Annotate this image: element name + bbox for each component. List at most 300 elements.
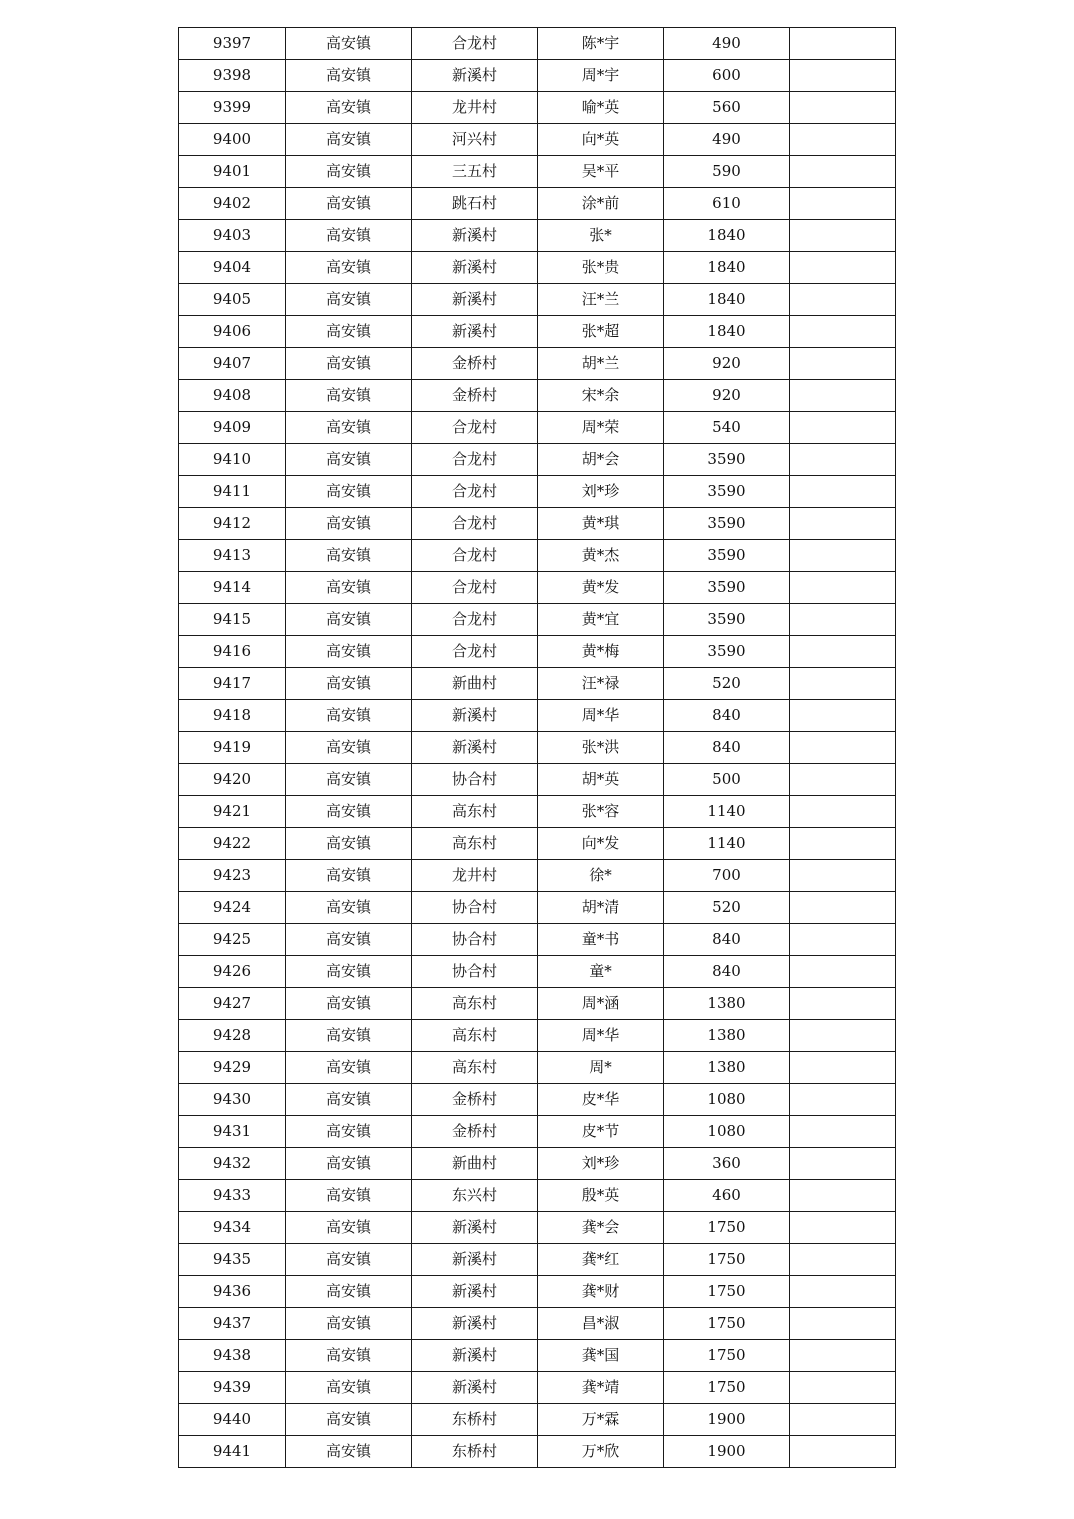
village-cell: 新溪村	[412, 1308, 538, 1340]
table-row	[179, 892, 896, 924]
table-row	[179, 1276, 896, 1308]
village-cell: 合龙村	[412, 508, 538, 540]
table-row	[179, 252, 896, 284]
amount-cell: 500	[664, 764, 790, 796]
amount-cell: 840	[664, 924, 790, 956]
table-row	[179, 604, 896, 636]
remarks-cell	[790, 60, 896, 92]
table-row	[179, 444, 896, 476]
amount-cell: 1080	[664, 1084, 790, 1116]
table-row	[179, 732, 896, 764]
serial-number-cell: 9408	[179, 380, 286, 412]
amount-cell: 840	[664, 700, 790, 732]
amount-cell: 460	[664, 1180, 790, 1212]
remarks-cell	[790, 700, 896, 732]
remarks-cell	[790, 1148, 896, 1180]
name-cell: 黄*梅	[538, 636, 664, 668]
name-cell: 胡*兰	[538, 348, 664, 380]
amount-cell: 600	[664, 60, 790, 92]
town-cell: 高安镇	[286, 1116, 412, 1148]
serial-number-cell: 9409	[179, 412, 286, 444]
village-cell: 跳石村	[412, 188, 538, 220]
town-cell: 高安镇	[286, 380, 412, 412]
village-cell: 新溪村	[412, 60, 538, 92]
remarks-cell	[790, 540, 896, 572]
remarks-cell	[790, 252, 896, 284]
table-row	[179, 1084, 896, 1116]
village-cell: 东兴村	[412, 1180, 538, 1212]
village-cell: 金桥村	[412, 1116, 538, 1148]
serial-number-cell: 9427	[179, 988, 286, 1020]
village-cell: 合龙村	[412, 412, 538, 444]
village-cell: 金桥村	[412, 380, 538, 412]
village-cell: 合龙村	[412, 604, 538, 636]
town-cell: 高安镇	[286, 1212, 412, 1244]
name-cell: 向*英	[538, 124, 664, 156]
serial-number-cell: 9403	[179, 220, 286, 252]
table-row	[179, 188, 896, 220]
amount-cell: 1900	[664, 1436, 790, 1468]
remarks-cell	[790, 348, 896, 380]
amount-cell: 3590	[664, 636, 790, 668]
remarks-cell	[790, 1084, 896, 1116]
amount-cell: 1380	[664, 988, 790, 1020]
town-cell: 高安镇	[286, 284, 412, 316]
village-cell: 龙井村	[412, 860, 538, 892]
town-cell: 高安镇	[286, 1404, 412, 1436]
name-cell: 周*涵	[538, 988, 664, 1020]
table-row	[179, 1052, 896, 1084]
serial-number-cell: 9440	[179, 1404, 286, 1436]
amount-cell: 1140	[664, 796, 790, 828]
remarks-cell	[790, 412, 896, 444]
town-cell: 高安镇	[286, 1340, 412, 1372]
village-cell: 协合村	[412, 892, 538, 924]
amount-cell: 520	[664, 892, 790, 924]
village-cell: 新溪村	[412, 1276, 538, 1308]
serial-number-cell: 9406	[179, 316, 286, 348]
remarks-cell	[790, 1404, 896, 1436]
town-cell: 高安镇	[286, 1244, 412, 1276]
serial-number-cell: 9398	[179, 60, 286, 92]
town-cell: 高安镇	[286, 28, 412, 60]
town-cell: 高安镇	[286, 540, 412, 572]
table-row	[179, 92, 896, 124]
remarks-cell	[790, 1180, 896, 1212]
town-cell: 高安镇	[286, 1052, 412, 1084]
table-row	[179, 220, 896, 252]
serial-number-cell: 9415	[179, 604, 286, 636]
remarks-cell	[790, 476, 896, 508]
serial-number-cell: 9419	[179, 732, 286, 764]
table-row	[179, 1020, 896, 1052]
remarks-cell	[790, 988, 896, 1020]
remarks-cell	[790, 188, 896, 220]
amount-cell: 3590	[664, 476, 790, 508]
remarks-cell	[790, 156, 896, 188]
name-cell: 皮*华	[538, 1084, 664, 1116]
remarks-cell	[790, 732, 896, 764]
table-row	[179, 28, 896, 60]
town-cell: 高安镇	[286, 1180, 412, 1212]
town-cell: 高安镇	[286, 476, 412, 508]
remarks-cell	[790, 860, 896, 892]
town-cell: 高安镇	[286, 348, 412, 380]
table-row	[179, 1148, 896, 1180]
table-row	[179, 924, 896, 956]
amount-cell: 840	[664, 956, 790, 988]
village-cell: 高东村	[412, 1020, 538, 1052]
remarks-cell	[790, 892, 896, 924]
town-cell: 高安镇	[286, 668, 412, 700]
amount-cell: 1750	[664, 1244, 790, 1276]
amount-cell: 1380	[664, 1020, 790, 1052]
amount-cell: 1750	[664, 1308, 790, 1340]
name-cell: 张*超	[538, 316, 664, 348]
remarks-cell	[790, 604, 896, 636]
remarks-cell	[790, 956, 896, 988]
village-cell: 河兴村	[412, 124, 538, 156]
remarks-cell	[790, 1020, 896, 1052]
serial-number-cell: 9430	[179, 1084, 286, 1116]
name-cell: 黄*发	[538, 572, 664, 604]
town-cell: 高安镇	[286, 1148, 412, 1180]
serial-number-cell: 9412	[179, 508, 286, 540]
amount-cell: 3590	[664, 444, 790, 476]
village-cell: 东桥村	[412, 1436, 538, 1468]
serial-number-cell: 9439	[179, 1372, 286, 1404]
town-cell: 高安镇	[286, 956, 412, 988]
remarks-cell	[790, 1436, 896, 1468]
serial-number-cell: 9435	[179, 1244, 286, 1276]
table-row	[179, 1404, 896, 1436]
village-cell: 协合村	[412, 924, 538, 956]
table-row	[179, 1244, 896, 1276]
remarks-cell	[790, 28, 896, 60]
town-cell: 高安镇	[286, 220, 412, 252]
table-row	[179, 1308, 896, 1340]
table-row	[179, 316, 896, 348]
table-row	[179, 412, 896, 444]
serial-number-cell: 9432	[179, 1148, 286, 1180]
village-cell: 新溪村	[412, 252, 538, 284]
village-cell: 三五村	[412, 156, 538, 188]
town-cell: 高安镇	[286, 860, 412, 892]
remarks-cell	[790, 828, 896, 860]
name-cell: 童*	[538, 956, 664, 988]
name-cell: 张*洪	[538, 732, 664, 764]
village-cell: 新溪村	[412, 732, 538, 764]
name-cell: 宋*余	[538, 380, 664, 412]
town-cell: 高安镇	[286, 572, 412, 604]
amount-cell: 490	[664, 124, 790, 156]
table-row	[179, 572, 896, 604]
town-cell: 高安镇	[286, 156, 412, 188]
village-cell: 新溪村	[412, 1372, 538, 1404]
village-cell: 合龙村	[412, 476, 538, 508]
name-cell: 龚*国	[538, 1340, 664, 1372]
serial-number-cell: 9425	[179, 924, 286, 956]
name-cell: 胡*清	[538, 892, 664, 924]
name-cell: 涂*前	[538, 188, 664, 220]
table-row	[179, 796, 896, 828]
town-cell: 高安镇	[286, 92, 412, 124]
remarks-cell	[790, 1372, 896, 1404]
remarks-cell	[790, 220, 896, 252]
village-cell: 高东村	[412, 988, 538, 1020]
village-cell: 新曲村	[412, 668, 538, 700]
remarks-cell	[790, 1308, 896, 1340]
name-cell: 昌*淑	[538, 1308, 664, 1340]
serial-number-cell: 9400	[179, 124, 286, 156]
remarks-cell	[790, 924, 896, 956]
village-cell: 新溪村	[412, 220, 538, 252]
name-cell: 喻*英	[538, 92, 664, 124]
town-cell: 高安镇	[286, 1084, 412, 1116]
town-cell: 高安镇	[286, 700, 412, 732]
table-row	[179, 348, 896, 380]
town-cell: 高安镇	[286, 1372, 412, 1404]
town-cell: 高安镇	[286, 1020, 412, 1052]
town-cell: 高安镇	[286, 636, 412, 668]
town-cell: 高安镇	[286, 988, 412, 1020]
amount-cell: 1750	[664, 1340, 790, 1372]
name-cell: 胡*英	[538, 764, 664, 796]
amount-cell: 700	[664, 860, 790, 892]
town-cell: 高安镇	[286, 1276, 412, 1308]
name-cell: 吴*平	[538, 156, 664, 188]
serial-number-cell: 9429	[179, 1052, 286, 1084]
serial-number-cell: 9397	[179, 28, 286, 60]
name-cell: 胡*会	[538, 444, 664, 476]
name-cell: 万*欣	[538, 1436, 664, 1468]
table-row	[179, 1436, 896, 1468]
amount-cell: 1840	[664, 252, 790, 284]
serial-number-cell: 9441	[179, 1436, 286, 1468]
amount-cell: 540	[664, 412, 790, 444]
serial-number-cell: 9438	[179, 1340, 286, 1372]
village-cell: 合龙村	[412, 540, 538, 572]
amount-cell: 3590	[664, 572, 790, 604]
table-row	[179, 828, 896, 860]
town-cell: 高安镇	[286, 60, 412, 92]
serial-number-cell: 9423	[179, 860, 286, 892]
table-row	[179, 1372, 896, 1404]
village-cell: 高东村	[412, 796, 538, 828]
remarks-cell	[790, 1340, 896, 1372]
village-cell: 金桥村	[412, 348, 538, 380]
town-cell: 高安镇	[286, 508, 412, 540]
amount-cell: 560	[664, 92, 790, 124]
remarks-cell	[790, 316, 896, 348]
village-cell: 龙井村	[412, 92, 538, 124]
serial-number-cell: 9413	[179, 540, 286, 572]
table-row	[179, 380, 896, 412]
town-cell: 高安镇	[286, 1436, 412, 1468]
remarks-cell	[790, 1244, 896, 1276]
name-cell: 黄*杰	[538, 540, 664, 572]
remarks-cell	[790, 668, 896, 700]
serial-number-cell: 9417	[179, 668, 286, 700]
table-row	[179, 508, 896, 540]
name-cell: 刘*珍	[538, 476, 664, 508]
village-cell: 合龙村	[412, 28, 538, 60]
name-cell: 汪*禄	[538, 668, 664, 700]
table-body	[179, 28, 896, 1468]
amount-cell: 1080	[664, 1116, 790, 1148]
remarks-cell	[790, 636, 896, 668]
table-row	[179, 700, 896, 732]
remarks-cell	[790, 572, 896, 604]
serial-number-cell: 9422	[179, 828, 286, 860]
data-table	[178, 27, 896, 1468]
name-cell: 龚*红	[538, 1244, 664, 1276]
village-cell: 新溪村	[412, 700, 538, 732]
village-cell: 新溪村	[412, 1244, 538, 1276]
serial-number-cell: 9436	[179, 1276, 286, 1308]
town-cell: 高安镇	[286, 892, 412, 924]
name-cell: 周*华	[538, 1020, 664, 1052]
remarks-cell	[790, 1116, 896, 1148]
serial-number-cell: 9428	[179, 1020, 286, 1052]
table-row	[179, 1212, 896, 1244]
amount-cell: 1750	[664, 1372, 790, 1404]
serial-number-cell: 9407	[179, 348, 286, 380]
remarks-cell	[790, 92, 896, 124]
table-row	[179, 124, 896, 156]
name-cell: 万*霖	[538, 1404, 664, 1436]
amount-cell: 1140	[664, 828, 790, 860]
town-cell: 高安镇	[286, 764, 412, 796]
amount-cell: 1840	[664, 220, 790, 252]
name-cell: 徐*	[538, 860, 664, 892]
table-row	[179, 860, 896, 892]
town-cell: 高安镇	[286, 412, 412, 444]
amount-cell: 1750	[664, 1276, 790, 1308]
document-page	[178, 27, 895, 1468]
serial-number-cell: 9414	[179, 572, 286, 604]
village-cell: 新溪村	[412, 1212, 538, 1244]
village-cell: 东桥村	[412, 1404, 538, 1436]
amount-cell: 840	[664, 732, 790, 764]
amount-cell: 3590	[664, 540, 790, 572]
table-row	[179, 1180, 896, 1212]
remarks-cell	[790, 284, 896, 316]
village-cell: 新曲村	[412, 1148, 538, 1180]
name-cell: 皮*节	[538, 1116, 664, 1148]
remarks-cell	[790, 796, 896, 828]
remarks-cell	[790, 508, 896, 540]
town-cell: 高安镇	[286, 444, 412, 476]
table-row	[179, 540, 896, 572]
table-row	[179, 476, 896, 508]
town-cell: 高安镇	[286, 796, 412, 828]
village-cell: 合龙村	[412, 572, 538, 604]
serial-number-cell: 9426	[179, 956, 286, 988]
village-cell: 新溪村	[412, 284, 538, 316]
table-row	[179, 60, 896, 92]
serial-number-cell: 9402	[179, 188, 286, 220]
serial-number-cell: 9421	[179, 796, 286, 828]
table-row	[179, 1116, 896, 1148]
amount-cell: 1840	[664, 284, 790, 316]
table-row	[179, 988, 896, 1020]
remarks-cell	[790, 1212, 896, 1244]
amount-cell: 1750	[664, 1212, 790, 1244]
name-cell: 向*发	[538, 828, 664, 860]
serial-number-cell: 9411	[179, 476, 286, 508]
name-cell: 周*	[538, 1052, 664, 1084]
table-row	[179, 156, 896, 188]
village-cell: 新溪村	[412, 1340, 538, 1372]
name-cell: 张*容	[538, 796, 664, 828]
name-cell: 黄*宜	[538, 604, 664, 636]
village-cell: 合龙村	[412, 636, 538, 668]
serial-number-cell: 9416	[179, 636, 286, 668]
serial-number-cell: 9410	[179, 444, 286, 476]
name-cell: 周*荣	[538, 412, 664, 444]
remarks-cell	[790, 380, 896, 412]
serial-number-cell: 9401	[179, 156, 286, 188]
name-cell: 龚*靖	[538, 1372, 664, 1404]
name-cell: 周*华	[538, 700, 664, 732]
serial-number-cell: 9420	[179, 764, 286, 796]
table-row	[179, 668, 896, 700]
amount-cell: 360	[664, 1148, 790, 1180]
town-cell: 高安镇	[286, 124, 412, 156]
town-cell: 高安镇	[286, 732, 412, 764]
amount-cell: 3590	[664, 604, 790, 636]
amount-cell: 920	[664, 380, 790, 412]
amount-cell: 1840	[664, 316, 790, 348]
serial-number-cell: 9433	[179, 1180, 286, 1212]
remarks-cell	[790, 1052, 896, 1084]
town-cell: 高安镇	[286, 252, 412, 284]
village-cell: 高东村	[412, 1052, 538, 1084]
village-cell: 协合村	[412, 764, 538, 796]
amount-cell: 1380	[664, 1052, 790, 1084]
serial-number-cell: 9405	[179, 284, 286, 316]
name-cell: 刘*珍	[538, 1148, 664, 1180]
serial-number-cell: 9437	[179, 1308, 286, 1340]
name-cell: 龚*财	[538, 1276, 664, 1308]
name-cell: 张*	[538, 220, 664, 252]
name-cell: 汪*兰	[538, 284, 664, 316]
serial-number-cell: 9399	[179, 92, 286, 124]
table-row	[179, 764, 896, 796]
amount-cell: 1900	[664, 1404, 790, 1436]
serial-number-cell: 9431	[179, 1116, 286, 1148]
village-cell: 金桥村	[412, 1084, 538, 1116]
table-row	[179, 636, 896, 668]
village-cell: 高东村	[412, 828, 538, 860]
name-cell: 童*书	[538, 924, 664, 956]
amount-cell: 3590	[664, 508, 790, 540]
village-cell: 协合村	[412, 956, 538, 988]
town-cell: 高安镇	[286, 1308, 412, 1340]
name-cell: 黄*琪	[538, 508, 664, 540]
name-cell: 陈*宇	[538, 28, 664, 60]
town-cell: 高安镇	[286, 188, 412, 220]
serial-number-cell: 9434	[179, 1212, 286, 1244]
town-cell: 高安镇	[286, 828, 412, 860]
remarks-cell	[790, 764, 896, 796]
remarks-cell	[790, 124, 896, 156]
table-row	[179, 284, 896, 316]
town-cell: 高安镇	[286, 924, 412, 956]
amount-cell: 610	[664, 188, 790, 220]
amount-cell: 590	[664, 156, 790, 188]
